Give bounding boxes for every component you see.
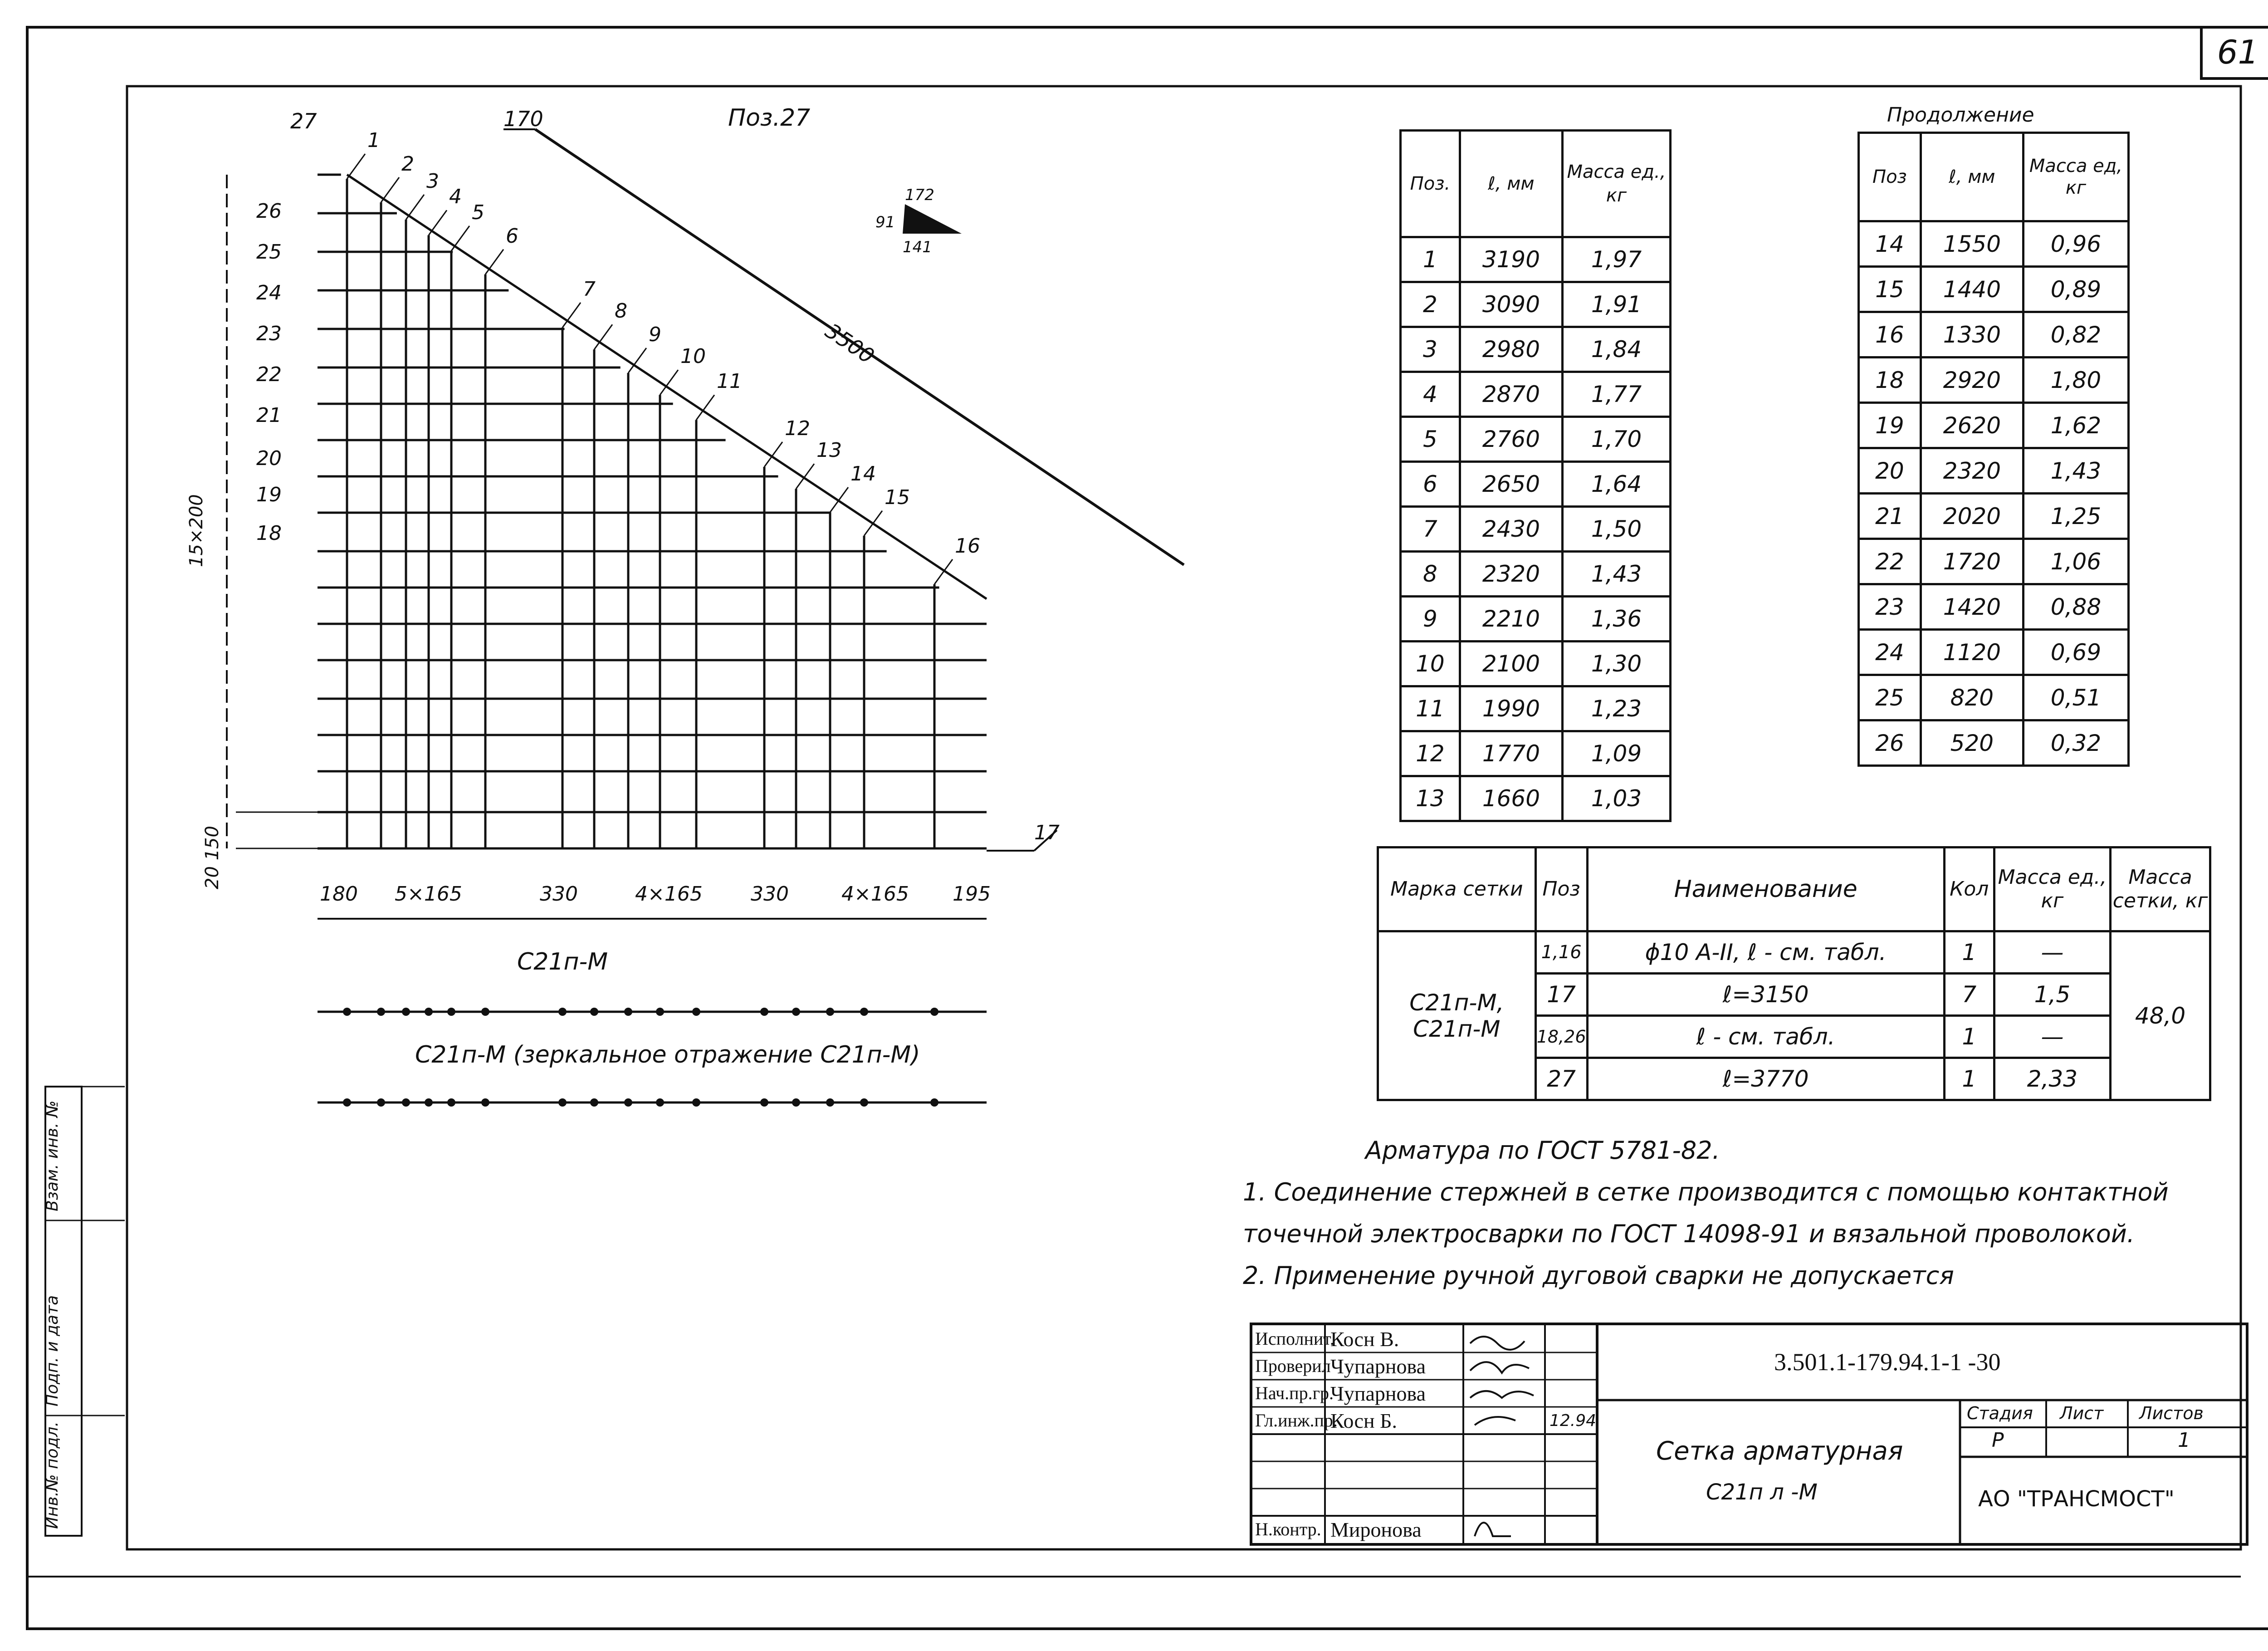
cell-pos: 24 xyxy=(1859,630,1921,675)
cell-length: 2620 xyxy=(1921,403,2023,448)
table-row xyxy=(1401,642,1671,686)
stamp-date: 12.94 xyxy=(1549,1411,1597,1430)
cell-pos: 9 xyxy=(1401,597,1460,642)
cell-pos: 25 xyxy=(1859,675,1921,720)
bar-table-1 xyxy=(1399,129,1672,822)
bar-section-dot xyxy=(481,1008,489,1016)
spec-name: ℓ=3150 xyxy=(1587,974,1944,1016)
cell-pos: 18 xyxy=(1859,358,1921,403)
dim-330-b: 330 xyxy=(751,882,789,906)
note-line: точечной электросварки по ГОСТ 14098-91 и вязальной проволокой. xyxy=(1243,1220,2135,1248)
horizontal-position-label: 21 xyxy=(256,404,282,427)
cell-mass: 1,36 xyxy=(1562,597,1670,642)
sheets-label: Листов xyxy=(2139,1403,2204,1423)
vertical-position-label: 16 xyxy=(955,534,980,558)
cell-mass: 0,88 xyxy=(2023,584,2128,630)
drawing-code: 3.501.1-179.94.1-1 -30 xyxy=(1774,1348,2001,1376)
cell-pos: 23 xyxy=(1859,584,1921,630)
table-row xyxy=(1859,358,2129,403)
bar-section-dot xyxy=(481,1098,489,1107)
cell-mass: 1,09 xyxy=(1562,731,1670,776)
horizontal-position-label: 23 xyxy=(256,322,282,345)
table-row xyxy=(1859,630,2129,675)
table-row xyxy=(1859,720,2129,766)
cell-length: 2020 xyxy=(1921,494,2023,539)
vertical-position-label: 6 xyxy=(506,224,518,248)
spec-pos: 27 xyxy=(1535,1058,1587,1100)
table-row xyxy=(1401,552,1671,597)
cell-pos: 22 xyxy=(1859,539,1921,584)
cell-length: 2320 xyxy=(1921,448,2023,494)
table-row xyxy=(1401,282,1671,327)
cell-mass: 1,50 xyxy=(1562,507,1670,552)
horizontal-position-label: 22 xyxy=(256,363,282,386)
cell-length: 2100 xyxy=(1460,642,1562,686)
dim-4x165-a: 4×165 xyxy=(635,882,703,906)
bar-section-dot xyxy=(558,1098,567,1107)
table-row xyxy=(1859,539,2129,584)
label-17: 17 xyxy=(1034,821,1060,844)
table-row xyxy=(1401,462,1671,507)
cell-length: 1330 xyxy=(1921,312,2023,358)
slope-triangle xyxy=(903,204,962,234)
bar-section-dot xyxy=(692,1008,700,1016)
col-length: ℓ, мм xyxy=(1921,133,2023,221)
cell-length: 3090 xyxy=(1460,282,1562,327)
table-row xyxy=(1401,731,1671,776)
bar-section-dot xyxy=(624,1098,632,1107)
dim-330-a: 330 xyxy=(540,882,578,906)
triangle-b: 141 xyxy=(903,238,932,256)
cell-length: 1660 xyxy=(1460,776,1562,821)
triangle-c: 172 xyxy=(905,186,934,204)
spec-pos: 18,26 xyxy=(1535,1016,1587,1058)
horizontal-position-label: 26 xyxy=(256,200,282,223)
spec-col-name: Наименование xyxy=(1587,848,1944,931)
vertical-position-label: 14 xyxy=(850,462,876,485)
cell-length: 2920 xyxy=(1921,358,2023,403)
spec-col-mark: Марка сетки xyxy=(1378,848,1536,931)
cell-pos: 2 xyxy=(1401,282,1460,327)
pos27-length: 3500 xyxy=(821,318,879,369)
horizontal-position-label: 18 xyxy=(256,522,282,545)
cell-length: 1990 xyxy=(1460,686,1562,731)
cell-pos: 21 xyxy=(1859,494,1921,539)
stage-label: Стадия xyxy=(1967,1403,2033,1423)
bar-table-2 xyxy=(1857,132,2130,767)
cell-mass: 0,82 xyxy=(2023,312,2128,358)
cell-length: 1770 xyxy=(1460,731,1562,776)
spec-table xyxy=(1377,846,2211,1101)
side-stamp-inv: Инв.№ подл. xyxy=(43,1421,62,1529)
spec-pos: 1,16 xyxy=(1535,931,1587,974)
bar-section-dot xyxy=(656,1008,664,1016)
spec-qty: 1 xyxy=(1944,1016,1994,1058)
signature xyxy=(1470,1337,1525,1350)
table-row xyxy=(1401,237,1671,282)
horizontal-position-label: 24 xyxy=(256,281,282,304)
table-row xyxy=(1859,403,2129,448)
cell-pos: 13 xyxy=(1401,776,1460,821)
cell-mass: 1,77 xyxy=(1562,372,1670,417)
cell-pos: 7 xyxy=(1401,507,1460,552)
bar-section-dot xyxy=(377,1098,385,1107)
role: Проверил xyxy=(1255,1356,1331,1376)
cell-pos: 20 xyxy=(1859,448,1921,494)
bar-section-dot xyxy=(590,1098,598,1107)
bar-section-dot xyxy=(792,1098,800,1107)
bar-section-dot xyxy=(656,1098,664,1107)
bar-section-dot xyxy=(930,1008,938,1016)
cell-length: 2760 xyxy=(1460,417,1562,462)
table-row xyxy=(1401,327,1671,372)
bar-section-dot xyxy=(343,1098,351,1107)
cell-length: 1550 xyxy=(1921,221,2023,267)
cell-mass: 1,91 xyxy=(1562,282,1670,327)
horizontal-position-label: 20 xyxy=(256,447,282,470)
bar-section-dot xyxy=(826,1008,834,1016)
cell-pos: 4 xyxy=(1401,372,1460,417)
drawing-mark: С21п л -М xyxy=(1706,1480,1818,1505)
drawing-title: Сетка арматурная xyxy=(1656,1436,1903,1466)
cell-length: 1120 xyxy=(1921,630,2023,675)
table-row xyxy=(1859,221,2129,267)
cell-pos: 16 xyxy=(1859,312,1921,358)
label-170: 170 xyxy=(503,107,543,131)
spec-total-mass: 48,0 xyxy=(2111,931,2210,1100)
person-name: Косн В. xyxy=(1330,1328,1399,1351)
col-length: ℓ, мм xyxy=(1460,131,1562,237)
note-line: 2. Применение ручной дуговой сварки не допускается xyxy=(1243,1261,1954,1290)
cell-mass: 1,97 xyxy=(1562,237,1670,282)
cell-length: 1720 xyxy=(1921,539,2023,584)
cell-pos: 8 xyxy=(1401,552,1460,597)
cell-mass: 1,30 xyxy=(1562,642,1670,686)
mirror-label: С21п-М (зеркальное отражение С21п-М) xyxy=(415,1041,920,1068)
bar-section-dot xyxy=(402,1008,410,1016)
vertical-position-label: 10 xyxy=(680,345,706,368)
cell-mass: 1,80 xyxy=(2023,358,2128,403)
cell-mass: 0,69 xyxy=(2023,630,2128,675)
table-row xyxy=(1401,417,1671,462)
col-mass: Масса ед., кг xyxy=(1562,131,1670,237)
role: Нач.пр.гр. xyxy=(1255,1383,1334,1403)
cell-mass: 0,51 xyxy=(2023,675,2128,720)
cell-pos: 3 xyxy=(1401,327,1460,372)
cell-length: 2650 xyxy=(1460,462,1562,507)
bar-section-dot xyxy=(447,1008,455,1016)
dim-195: 195 xyxy=(953,882,991,906)
vertical-position-label: 11 xyxy=(717,370,742,393)
cell-mass: 1,64 xyxy=(1562,462,1670,507)
vertical-position-label: 1 xyxy=(367,129,380,152)
bar-section-dot xyxy=(826,1098,834,1107)
cell-mass: 1,84 xyxy=(1562,327,1670,372)
cell-length: 2210 xyxy=(1460,597,1562,642)
table-row xyxy=(1859,675,2129,720)
dim-4x165-b: 4×165 xyxy=(841,882,909,906)
table-row xyxy=(1859,448,2129,494)
spec-name: ℓ - см. табл. xyxy=(1587,1016,1944,1058)
cell-mass: 1,70 xyxy=(1562,417,1670,462)
organization: АО "ТРАНСМОСТ" xyxy=(1978,1486,2175,1512)
table-row xyxy=(1859,494,2129,539)
left-height-dim: 15×200 xyxy=(186,494,207,567)
cell-pos: 6 xyxy=(1401,462,1460,507)
person-name: Чупарнова xyxy=(1330,1355,1426,1378)
bar-section-dot xyxy=(447,1098,455,1107)
table-row xyxy=(1859,267,2129,312)
cell-mass: 0,89 xyxy=(2023,267,2128,312)
notes xyxy=(1243,1130,2169,1297)
cell-mass: 1,62 xyxy=(2023,403,2128,448)
cell-length: 2980 xyxy=(1460,327,1562,372)
cell-mass: 1,43 xyxy=(2023,448,2128,494)
bar-section-dot xyxy=(590,1008,598,1016)
table-row xyxy=(1859,312,2129,358)
cell-pos: 11 xyxy=(1401,686,1460,731)
cell-pos: 26 xyxy=(1859,720,1921,766)
signature xyxy=(1470,1362,1529,1373)
cell-mass: 1,25 xyxy=(2023,494,2128,539)
spec-name: ℓ=3770 xyxy=(1587,1058,1944,1100)
table-row xyxy=(1401,597,1671,642)
spec-name: ϕ10 A-II, ℓ - см. табл. xyxy=(1587,931,1944,974)
bar-section-dot xyxy=(860,1008,868,1016)
vertical-position-label: 7 xyxy=(583,277,596,301)
table-row xyxy=(1401,776,1671,821)
role: Исполнит. xyxy=(1255,1328,1334,1349)
stage-value: Р xyxy=(1992,1429,2004,1452)
spec-qty: 1 xyxy=(1944,1058,1994,1100)
cell-length: 820 xyxy=(1921,675,2023,720)
horizontal-position-label: 25 xyxy=(256,240,282,264)
col-pos: Поз. xyxy=(1401,131,1460,237)
cell-pos: 1 xyxy=(1401,237,1460,282)
cell-length: 2320 xyxy=(1460,552,1562,597)
spec-unit-mass: — xyxy=(1994,1016,2110,1058)
bar-section-dot xyxy=(425,1098,433,1107)
mark-label: С21п-М xyxy=(517,948,608,975)
signature xyxy=(1475,1523,1511,1536)
col-mass: Масса ед, кг xyxy=(2023,133,2128,221)
triangle-a: 91 xyxy=(875,213,895,231)
cell-length: 2430 xyxy=(1460,507,1562,552)
person-name: Чупарнова xyxy=(1330,1382,1426,1405)
spec-col-qty: Кол xyxy=(1944,848,1994,931)
table-row xyxy=(1859,584,2129,630)
bar-section-dot xyxy=(760,1008,768,1016)
spec-col-pos: Поз xyxy=(1535,848,1587,931)
side-stamp-sign: Подп. и дата xyxy=(43,1295,62,1406)
cell-length: 2870 xyxy=(1460,372,1562,417)
sheet-number: 61 xyxy=(2200,27,2268,80)
vertical-position-label: 15 xyxy=(885,485,910,509)
spec-qty: 7 xyxy=(1944,974,1994,1016)
vertical-position-label: 4 xyxy=(449,185,462,209)
cell-pos: 10 xyxy=(1401,642,1460,686)
vertical-position-label: 9 xyxy=(649,323,661,346)
cell-pos: 5 xyxy=(1401,417,1460,462)
table2-title: Продолжение xyxy=(1887,103,2034,127)
table-row xyxy=(1401,507,1671,552)
spec-col-unit-mass: Масса ед., кг xyxy=(1994,848,2110,931)
vertical-position-label: 12 xyxy=(785,416,810,440)
dim-5x165: 5×165 xyxy=(395,882,462,906)
mesh-slope-edge xyxy=(347,175,987,599)
vertical-position-label: 3 xyxy=(426,169,439,193)
cell-mass: 0,96 xyxy=(2023,221,2128,267)
title-block xyxy=(1250,1323,2248,1546)
cell-pos: 14 xyxy=(1859,221,1921,267)
cell-mass: 1,23 xyxy=(1562,686,1670,731)
cell-pos: 15 xyxy=(1859,267,1921,312)
spec-unit-mass: — xyxy=(1994,931,2110,974)
table-row xyxy=(1401,686,1671,731)
cell-mass: 1,43 xyxy=(1562,552,1670,597)
bar-section-dot xyxy=(692,1098,700,1107)
bar-section-dot xyxy=(558,1008,567,1016)
role: Н.контр. xyxy=(1255,1519,1321,1539)
cell-length: 1440 xyxy=(1921,267,2023,312)
notes-heading: Арматура по ГОСТ 5781-82. xyxy=(1365,1136,1720,1165)
spec-qty: 1 xyxy=(1944,931,1994,974)
spec-pos: 17 xyxy=(1535,974,1587,1016)
bar-section-dot xyxy=(624,1008,632,1016)
cell-mass: 1,06 xyxy=(2023,539,2128,584)
cell-length: 520 xyxy=(1921,720,2023,766)
cell-pos: 12 xyxy=(1401,731,1460,776)
horizontal-position-label: 19 xyxy=(256,483,282,506)
vertical-position-label: 8 xyxy=(615,299,627,323)
bottom-height-dim: 20 150 xyxy=(202,826,223,889)
sheet-label: Лист xyxy=(2060,1403,2104,1423)
bar-section-dot xyxy=(760,1098,768,1107)
label-27: 27 xyxy=(290,109,317,133)
signature xyxy=(1470,1391,1534,1398)
bar-section-dot xyxy=(425,1008,433,1016)
bar-section-dot xyxy=(402,1098,410,1107)
table-row xyxy=(1401,372,1671,417)
mesh-drawing xyxy=(0,0,1361,1134)
cell-length: 1420 xyxy=(1921,584,2023,630)
col-pos: Поз xyxy=(1859,133,1921,221)
signature xyxy=(1475,1417,1515,1425)
dim-180: 180 xyxy=(320,882,358,906)
spec-unit-mass: 2,33 xyxy=(1994,1058,2110,1100)
person-name: Миронова xyxy=(1330,1518,1422,1541)
spec-mark: С21п-М, С21п-М xyxy=(1378,931,1536,1100)
bar-section-dot xyxy=(860,1098,868,1107)
cell-mass: 0,32 xyxy=(2023,720,2128,766)
vertical-position-label: 5 xyxy=(472,201,484,224)
pos27-label: Поз.27 xyxy=(728,104,811,132)
cell-length: 3190 xyxy=(1460,237,1562,282)
cell-mass: 1,03 xyxy=(1562,776,1670,821)
note-line: 1. Соединение стержней в сетке производится с помощью контактной xyxy=(1243,1178,2169,1206)
bar-section-dot xyxy=(343,1008,351,1016)
sheets-value: 1 xyxy=(2178,1429,2190,1452)
role: Гл.инж.пр. xyxy=(1255,1410,1338,1431)
cell-pos: 19 xyxy=(1859,403,1921,448)
spec-col-mesh-mass: Масса сетки, кг xyxy=(2111,848,2210,931)
bar-section-dot xyxy=(377,1008,385,1016)
side-stamp-replace: Взам. инв. № xyxy=(43,1100,62,1211)
vertical-position-label: 2 xyxy=(401,152,414,176)
bar-section-dot xyxy=(792,1008,800,1016)
spec-unit-mass: 1,5 xyxy=(1994,974,2110,1016)
bar-section-dot xyxy=(930,1098,938,1107)
person-name: Косн Б. xyxy=(1330,1409,1397,1432)
vertical-position-label: 13 xyxy=(816,439,842,462)
